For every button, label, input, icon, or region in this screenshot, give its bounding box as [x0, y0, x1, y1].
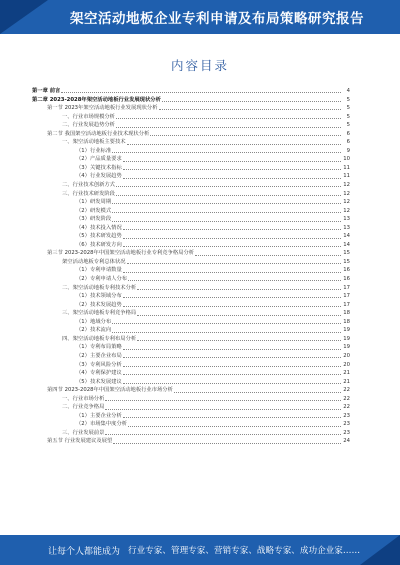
toc-entry-page: 15 — [343, 250, 350, 257]
toc-entry-page: 21 — [343, 370, 350, 377]
toc-entry[interactable] — [32, 241, 350, 250]
toc-entry[interactable] — [32, 309, 350, 318]
toc-entry[interactable] — [32, 284, 350, 293]
toc-entry-label: （2）主要企业布局 — [76, 352, 122, 359]
toc-entry[interactable] — [32, 147, 350, 156]
toc-entry[interactable] — [32, 266, 350, 275]
toc-entry-page: 20 — [343, 352, 350, 359]
toc-entry-page: 14 — [343, 241, 350, 248]
toc-entry[interactable] — [32, 275, 350, 284]
footer-roles: 行业专家、管理专家、营销专家、战略专家、成功企业家…… — [128, 546, 361, 556]
toc-heading: 内容目录 — [170, 58, 229, 73]
toc-leader-dots — [123, 361, 341, 367]
toc-entry[interactable] — [32, 224, 350, 233]
toc-entry-label: 第三节 2023-2028年中国架空活动地板行业专利竞争格局分析 — [47, 250, 195, 257]
toc-entry[interactable] — [32, 301, 350, 310]
toc-entry-page: 21 — [343, 378, 350, 385]
toc-leader-dots — [112, 326, 341, 332]
toc-entry-label: （2）技术发展趋势 — [76, 301, 122, 308]
toc-entry-label: 四、架空活动地板专利布局分析 — [62, 335, 137, 342]
toc-entry-label: （4）行业发展趋势 — [76, 173, 122, 180]
toc-entry-page: 18 — [343, 318, 350, 325]
toc-entry-label: （2）技术流向 — [76, 327, 112, 334]
toc-entry-label: （6）技术研发方向 — [76, 241, 122, 248]
toc-entry-page: 13 — [343, 224, 350, 231]
toc-entry-label: 第二章 2023-2028年架空活动地板行业发展现状分析 — [32, 96, 161, 103]
toc-leader-dots — [123, 266, 341, 272]
toc-leader-dots — [112, 207, 341, 213]
toc-entry-page: 23 — [343, 412, 350, 419]
toc-entry[interactable] — [32, 437, 350, 446]
toc-leader-dots — [112, 147, 341, 153]
toc-leader-dots — [137, 284, 341, 290]
toc-entry-page: 10 — [343, 156, 350, 163]
toc-entry[interactable] — [32, 352, 350, 361]
toc-leader-dots — [127, 258, 341, 264]
toc-leader-dots — [105, 403, 341, 409]
toc-entry-page: 12 — [343, 190, 350, 197]
toc-entry-page: 13 — [343, 216, 350, 223]
toc-entry-page: 4 — [346, 88, 350, 94]
toc-entry-label: （1）行业标准 — [76, 147, 112, 154]
toc-entry[interactable] — [32, 138, 350, 147]
toc-entry-page: 19 — [343, 327, 350, 334]
toc-entry-label: （5）技术发展建议 — [76, 378, 122, 385]
toc-entry-label: 三、架空活动地板专利竞争格局 — [62, 310, 137, 317]
toc-entry-page: 24 — [343, 438, 350, 445]
toc-leader-dots — [105, 429, 341, 435]
toc-entry-page: 17 — [343, 301, 350, 308]
toc-entry[interactable] — [32, 190, 350, 199]
toc-entry[interactable] — [32, 369, 350, 378]
toc-leader-dots — [150, 130, 341, 136]
toc-entry-page: 16 — [343, 267, 350, 274]
toc-entry-label: （3）专利风险分析 — [76, 361, 122, 368]
toc-entry[interactable] — [32, 87, 350, 96]
toc-entry-label: 二、架空活动地板专利技术分析 — [62, 284, 137, 291]
toc-entry-page: 6 — [346, 139, 350, 146]
toc-leader-dots — [123, 155, 341, 161]
toc-leader-dots — [123, 164, 341, 170]
toc-entry-page: 23 — [343, 429, 350, 436]
toc-entry[interactable] — [32, 215, 350, 224]
toc-entry-page: 14 — [343, 233, 350, 240]
toc-entry-page: 18 — [343, 310, 350, 317]
toc-entry-label: 一、行业市场规模分析 — [62, 113, 115, 120]
toc-leader-dots — [137, 309, 341, 315]
toc-entry-page: 15 — [343, 258, 350, 265]
toc-entry-label: （3）关键技术指标 — [76, 164, 122, 171]
toc-leader-dots — [195, 249, 341, 255]
toc-entry-label: 第五节 行业发展建议及展望 — [47, 438, 113, 445]
toc-entry-label: （1）地域分布 — [76, 318, 112, 325]
toc-entry-page: 11 — [343, 173, 350, 180]
toc-entry-label: 架空活动地板专利总体状况 — [62, 258, 126, 265]
toc-entry[interactable] — [32, 412, 350, 421]
toc-entry-page: 17 — [343, 284, 350, 291]
toc-leader-dots — [112, 198, 341, 204]
toc-entry-label: 三、行业发展前景 — [62, 429, 105, 436]
toc-entry[interactable] — [32, 326, 350, 335]
toc-leader-dots — [123, 301, 341, 307]
toc-entry[interactable] — [32, 335, 350, 344]
toc-entry-label: （3）研发阶段 — [76, 216, 112, 223]
toc-leader-dots — [123, 369, 341, 375]
toc-leader-dots — [123, 172, 341, 178]
toc-leader-dots — [105, 395, 341, 401]
toc-entry[interactable] — [32, 420, 350, 429]
toc-entry-label: 第一节 2023年架空活动地板行业发展现状分析 — [47, 105, 158, 112]
toc-entry[interactable] — [32, 403, 350, 412]
toc-entry-label: （5）技术研发趋势 — [76, 233, 122, 240]
header-bar — [0, 0, 400, 34]
toc-entry-label: （1）研发周期 — [76, 199, 112, 206]
toc-entry-label: 第一章 前言 — [32, 88, 61, 94]
toc-entry-label: （1）主要企业分析 — [76, 412, 122, 419]
toc-entry[interactable] — [32, 292, 350, 301]
toc-entry-page: 19 — [343, 344, 350, 351]
toc-entry-page: 12 — [343, 199, 350, 206]
toc-entry[interactable] — [32, 121, 350, 130]
toc-entry-page: 5 — [346, 105, 350, 112]
toc-leader-dots — [162, 96, 341, 102]
toc-leader-dots — [123, 224, 341, 230]
toc-entry[interactable] — [32, 386, 350, 395]
toc-entry-label: （1）专利申请数量 — [76, 267, 122, 274]
toc-leader-dots — [123, 412, 341, 418]
toc-entry-page: 6 — [346, 130, 350, 137]
toc-entry[interactable] — [32, 258, 350, 267]
toc-entry-page: 9 — [346, 147, 350, 154]
report-title: 架空活动地板企业专利申请及布局策略研究报告 — [70, 11, 364, 27]
toc-leader-dots — [137, 335, 341, 341]
toc-entry-page: 5 — [346, 122, 350, 129]
toc-entry-label: （4）技术投入情况 — [76, 224, 122, 231]
toc-leader-dots — [123, 232, 341, 238]
toc-entry-page: 16 — [343, 276, 350, 283]
toc-leader-dots — [116, 121, 341, 127]
toc-entry[interactable] — [32, 155, 350, 164]
toc-leader-dots — [127, 138, 341, 144]
toc-leader-dots — [116, 113, 341, 119]
toc-entry[interactable] — [32, 378, 350, 387]
toc-leader-dots — [123, 241, 341, 247]
toc-entry[interactable] — [32, 172, 350, 181]
toc-entry[interactable] — [32, 249, 350, 258]
toc-entry-label: 第二节 我国架空活动地板行业技术现状分析 — [47, 130, 150, 137]
toc-leader-dots — [123, 352, 341, 358]
toc-entry[interactable] — [32, 164, 350, 173]
toc-entry-label: （2）产品质量要求 — [76, 156, 122, 163]
toc-entry-label: 第四节 2023-2028年中国架空活动地板行业市场分析 — [47, 387, 173, 394]
toc-entry-label: 三、行业技术研发阶段 — [62, 190, 115, 197]
table-of-contents — [32, 87, 350, 446]
toc-entry[interactable] — [32, 181, 350, 190]
toc-entry-label: 二、行业技术创新方式 — [62, 182, 115, 189]
toc-leader-dots — [159, 104, 341, 110]
toc-leader-dots — [123, 378, 341, 384]
toc-leader-dots — [116, 181, 341, 187]
toc-entry-page: 20 — [343, 361, 350, 368]
toc-entry-label: 二、行业竞争格局 — [62, 404, 105, 411]
toc-entry[interactable] — [32, 395, 350, 404]
header-accent — [0, 0, 48, 34]
footer-bar — [0, 535, 400, 565]
toc-entry-page: 22 — [343, 387, 350, 394]
toc-leader-dots — [116, 190, 341, 196]
toc-entry[interactable] — [32, 361, 350, 370]
toc-entry[interactable] — [32, 113, 350, 122]
toc-leader-dots — [123, 343, 341, 349]
toc-leader-dots — [123, 292, 341, 298]
toc-leader-dots — [113, 437, 341, 443]
toc-entry[interactable] — [32, 104, 350, 113]
toc-entry-page: 22 — [343, 404, 350, 411]
toc-leader-dots — [112, 318, 341, 324]
toc-entry[interactable] — [32, 429, 350, 438]
toc-entry[interactable] — [32, 198, 350, 207]
toc-leader-dots — [128, 420, 341, 426]
toc-entry[interactable] — [32, 96, 350, 105]
footer-slogan: 让每个人都能成为 — [48, 547, 121, 557]
toc-entry[interactable] — [32, 318, 350, 327]
toc-entry-page: 12 — [343, 207, 350, 214]
toc-entry-page: 19 — [343, 335, 350, 342]
toc-entry[interactable] — [32, 343, 350, 352]
toc-entry[interactable] — [32, 232, 350, 241]
toc-entry-page: 5 — [346, 113, 350, 120]
toc-entry-page: 17 — [343, 293, 350, 300]
toc-leader-dots — [112, 215, 341, 221]
toc-entry-page: 5 — [346, 96, 350, 103]
toc-entry-label: （2）市场集中度分析 — [76, 421, 128, 428]
toc-entry-label: （2）研发模式 — [76, 207, 112, 214]
toc-entry-label: 二、行业发展趋势分析 — [62, 122, 115, 129]
toc-entry-label: （4）专利保护建议 — [76, 370, 122, 377]
toc-leader-dots — [128, 275, 341, 281]
toc-leader-dots — [174, 386, 341, 392]
toc-entry-label: 一、架空活动地板主要技术 — [62, 139, 126, 146]
toc-entry-label: 一、行业市场分析 — [62, 395, 105, 402]
toc-entry-page: 12 — [343, 182, 350, 189]
toc-entry-label: （1）技术领域分布 — [76, 293, 122, 300]
toc-leader-dots — [61, 87, 341, 93]
footer-accent — [360, 535, 400, 565]
toc-entry[interactable] — [32, 130, 350, 139]
toc-entry-label: （1）专利布局策略 — [76, 344, 122, 351]
toc-entry-page: 23 — [343, 421, 350, 428]
toc-entry-label: （2）专利申请人分布 — [76, 276, 128, 283]
toc-entry-page: 22 — [343, 395, 350, 402]
toc-entry[interactable] — [32, 207, 350, 216]
toc-entry-page: 11 — [343, 164, 350, 171]
